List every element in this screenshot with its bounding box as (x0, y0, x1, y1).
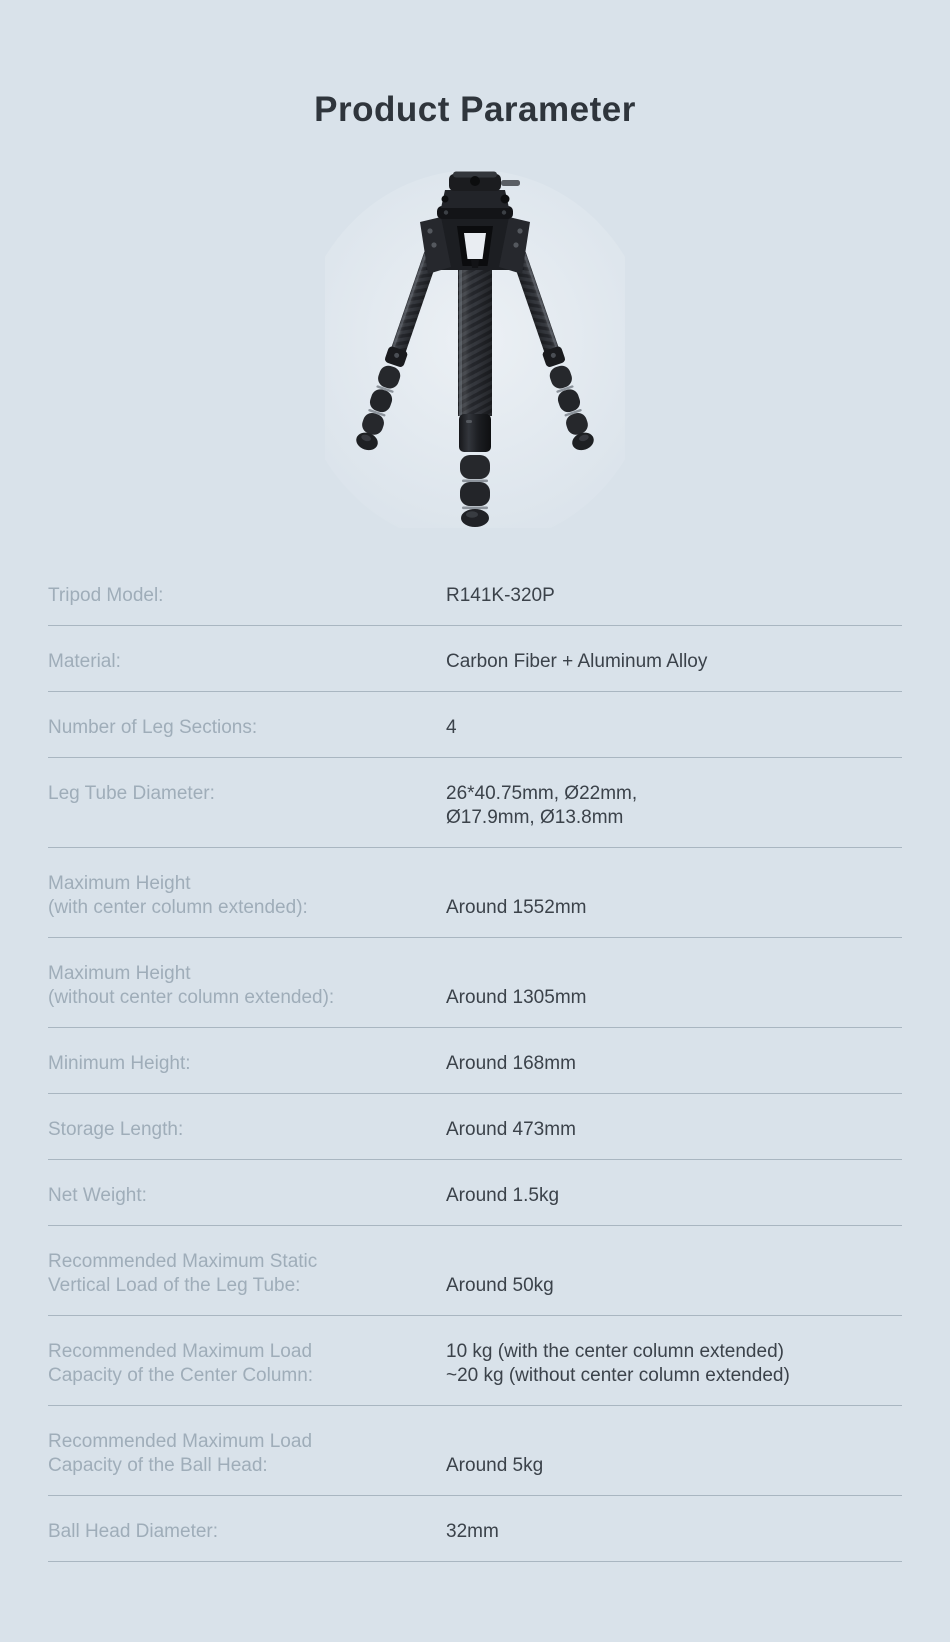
spec-value: 4 (446, 717, 457, 738)
spec-row (48, 938, 902, 1028)
spec-label: Maximum Height (without center column extended): (48, 963, 335, 1008)
spec-label: Leg Tube Diameter: (48, 783, 215, 804)
spec-row (48, 1226, 902, 1316)
spec-value: 26*40.75mm, Ø22mm, Ø17.9mm, Ø13.8mm (446, 783, 638, 828)
spec-value: Around 1305mm (446, 987, 587, 1008)
spec-value: R141K-320P (446, 585, 555, 606)
spec-label: Number of Leg Sections: (48, 717, 258, 738)
spec-row (48, 1028, 902, 1094)
spec-label: Storage Length: (48, 1119, 184, 1140)
spec-label: Material: (48, 651, 121, 672)
spec-value: Around 5kg (446, 1455, 544, 1476)
spec-row (48, 1496, 902, 1562)
spec-table (48, 560, 902, 1562)
spec-label: Recommended Maximum Static Vertical Load of the Leg Tube: (48, 1251, 318, 1296)
spec-row (48, 758, 902, 848)
spec-row (48, 692, 902, 758)
spec-row (48, 626, 902, 692)
spec-row (48, 848, 902, 938)
spec-row (48, 1094, 902, 1160)
spec-label: Maximum Height (with center column extended): (48, 873, 308, 918)
spec-value: 10 kg (with the center column extended) ~20 kg (without center column extended) (446, 1341, 790, 1386)
spec-label: Net Weight: (48, 1185, 147, 1206)
spec-row (48, 1316, 902, 1406)
tripod-product-image (325, 168, 625, 528)
spec-value: Carbon Fiber + Aluminum Alloy (446, 651, 708, 672)
spec-value: Around 50kg (446, 1275, 554, 1296)
spec-row (48, 560, 902, 626)
spec-value: Around 1.5kg (446, 1185, 560, 1206)
spec-label: Recommended Maximum Load Capacity of the Center Column: (48, 1341, 314, 1386)
spec-value: Around 1552mm (446, 897, 587, 918)
page-title: Product Parameter (314, 90, 636, 129)
spec-value: 32mm (446, 1521, 499, 1542)
spec-label: Recommended Maximum Load Capacity of the Ball Head: (48, 1431, 313, 1476)
spec-row (48, 1406, 902, 1496)
spec-label: Minimum Height: (48, 1053, 191, 1074)
spec-value: Around 473mm (446, 1119, 576, 1140)
spec-value: Around 168mm (446, 1053, 576, 1074)
tripod-illustration (325, 168, 625, 528)
spec-label: Ball Head Diameter: (48, 1521, 219, 1542)
spec-label: Tripod Model: (48, 585, 164, 606)
spec-row (48, 1160, 902, 1226)
